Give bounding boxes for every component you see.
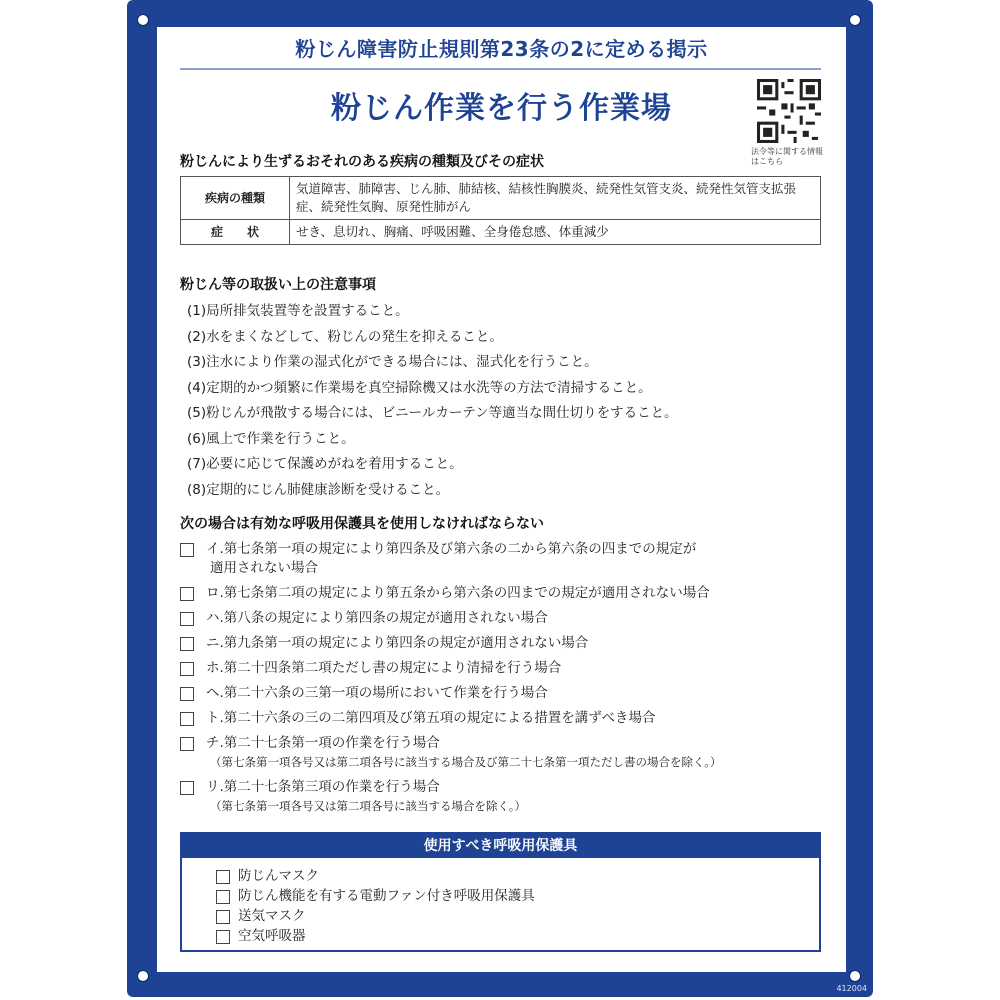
cautions-list [187, 299, 678, 503]
disease-type-label: 疾病の種類 [181, 177, 290, 220]
symptoms-value: せき、息切れ、胸痛、呼吸困難、全身倦怠感、体重減少 [290, 220, 821, 245]
checkbox[interactable] [180, 781, 194, 795]
list-item [216, 926, 819, 946]
list-item: (5)粉じんが飛散する場合には、ビニールカーテン等適当な間仕切りをすること。 [187, 405, 678, 421]
ppe-item-label: 空気呼吸器 [238, 928, 306, 944]
list-item [180, 633, 722, 658]
cautions-heading: 粉じん等の取扱い上の注意事項 [180, 277, 376, 293]
list-item [180, 539, 722, 583]
checkbox[interactable] [180, 587, 194, 601]
list-item: (6)風上で作業を行うこと。 [187, 430, 355, 447]
case-text: ヘ.第二十六条の三第一項の場所において作業を行う場合 [206, 685, 548, 701]
checkbox[interactable] [180, 612, 194, 626]
case-text: チ.第二十七条第一項の作業を行う場合 [206, 735, 440, 751]
list-item [180, 777, 722, 817]
ppe-item-label: 送気マスク [238, 908, 306, 924]
page-title: 粉じん作業を行う作業場 [331, 91, 672, 126]
checkbox[interactable] [180, 712, 194, 726]
ppe-item-label: 防じんマスク [238, 868, 319, 884]
checkbox[interactable] [180, 543, 194, 557]
sign-panel [157, 27, 846, 972]
list-item [180, 708, 722, 733]
ppe-box [180, 832, 821, 952]
checkbox[interactable] [180, 662, 194, 676]
list-item [180, 658, 722, 683]
ppe-item-label: 防じん機能を有する電動ファン付き呼吸用保護具 [238, 888, 535, 904]
list-item: (7)必要に応じて保護めがねを着用すること。 [187, 456, 463, 472]
case-text: ロ.第七条第二項の規定により第五条から第六条の四までの規定が適用されない場合 [206, 585, 710, 601]
header-divider [180, 68, 821, 70]
list-item [180, 683, 722, 708]
checkbox[interactable] [180, 637, 194, 651]
qr-code-icon[interactable] [757, 79, 821, 143]
checkbox[interactable] [216, 930, 230, 944]
qr-caption: 法令等に関する情報はこちら [751, 147, 823, 166]
respirator-checklist [180, 539, 722, 817]
list-item: (8)定期的にじん肺健康診断を受けること。 [187, 481, 450, 498]
case-text: リ.第二十七条第三項の作業を行う場合 [206, 779, 440, 795]
regulation-subtitle: 粉じん障害防止規則第23条の2に定める掲示 [295, 37, 708, 61]
list-item: (4)定期的かつ頻繁に作業場を真空掃除機又は水洗等の方法で清掃すること。 [187, 379, 652, 396]
mount-hole [849, 14, 861, 26]
ppe-heading: 使用すべき呼吸用保護具 [182, 834, 819, 858]
list-item [180, 733, 722, 777]
case-note: （第七条第一項各号又は第二項各号に該当する場合を除く。） [210, 799, 527, 813]
mount-hole [849, 970, 861, 982]
checkbox[interactable] [180, 687, 194, 701]
list-item: (1)局所排気装置等を設置すること。 [187, 303, 409, 319]
case-text: ホ.第二十四条第二項ただし書の規定により清掃を行う場合 [206, 660, 562, 676]
checkbox[interactable] [216, 870, 230, 884]
list-item [216, 906, 819, 926]
symptoms-label: 症 状 [181, 220, 290, 245]
list-item [180, 608, 722, 633]
list-item [216, 866, 819, 886]
checkbox[interactable] [216, 890, 230, 904]
list-item [216, 886, 819, 906]
product-code: 412004 [836, 984, 867, 993]
checkbox[interactable] [216, 910, 230, 924]
case-text: ト.第二十六条の三の二第四項及び第五項の規定による措置を講ずべき場合 [206, 710, 656, 726]
disease-type-value: 気道障害、肺障害、じん肺、肺結核、結核性胸膜炎、続発性気管支炎、続発性気管支拡張症、続発性気胸、原発性肺がん [290, 177, 821, 220]
case-text: ハ.第八条の規定により第四条の規定が適用されない場合 [206, 610, 548, 626]
mount-hole [137, 14, 149, 26]
case-text: イ.第七条第一項の規定により第四条及び第六条の二から第六条の四までの規定が [206, 541, 697, 557]
case-note: （第七条第一項各号又は第二項各号に該当する場合及び第二十七条第一項ただし書の場合を除く。） [210, 755, 722, 769]
checkbox[interactable] [180, 737, 194, 751]
table-row [181, 220, 821, 245]
sign-board [127, 0, 873, 997]
list-item [180, 583, 722, 608]
respirator-heading: 次の場合は有効な呼吸用保護具を使用しなければならない [180, 516, 544, 532]
diseases-heading: 粉じんにより生ずるおそれのある疾病の種類及びその症状 [180, 154, 544, 170]
list-item: (3)注水により作業の湿式化ができる場合には、湿式化を行うこと。 [187, 354, 598, 370]
table-row [181, 177, 821, 220]
disease-table [180, 176, 821, 245]
mount-hole [137, 970, 149, 982]
case-text-continued: 適用されない場合 [210, 560, 318, 576]
ppe-list [182, 858, 819, 946]
list-item: (2)水をまくなどして、粉じんの発生を抑えること。 [187, 328, 503, 345]
case-text: ニ.第九条第一項の規定により第四条の規定が適用されない場合 [206, 635, 589, 651]
